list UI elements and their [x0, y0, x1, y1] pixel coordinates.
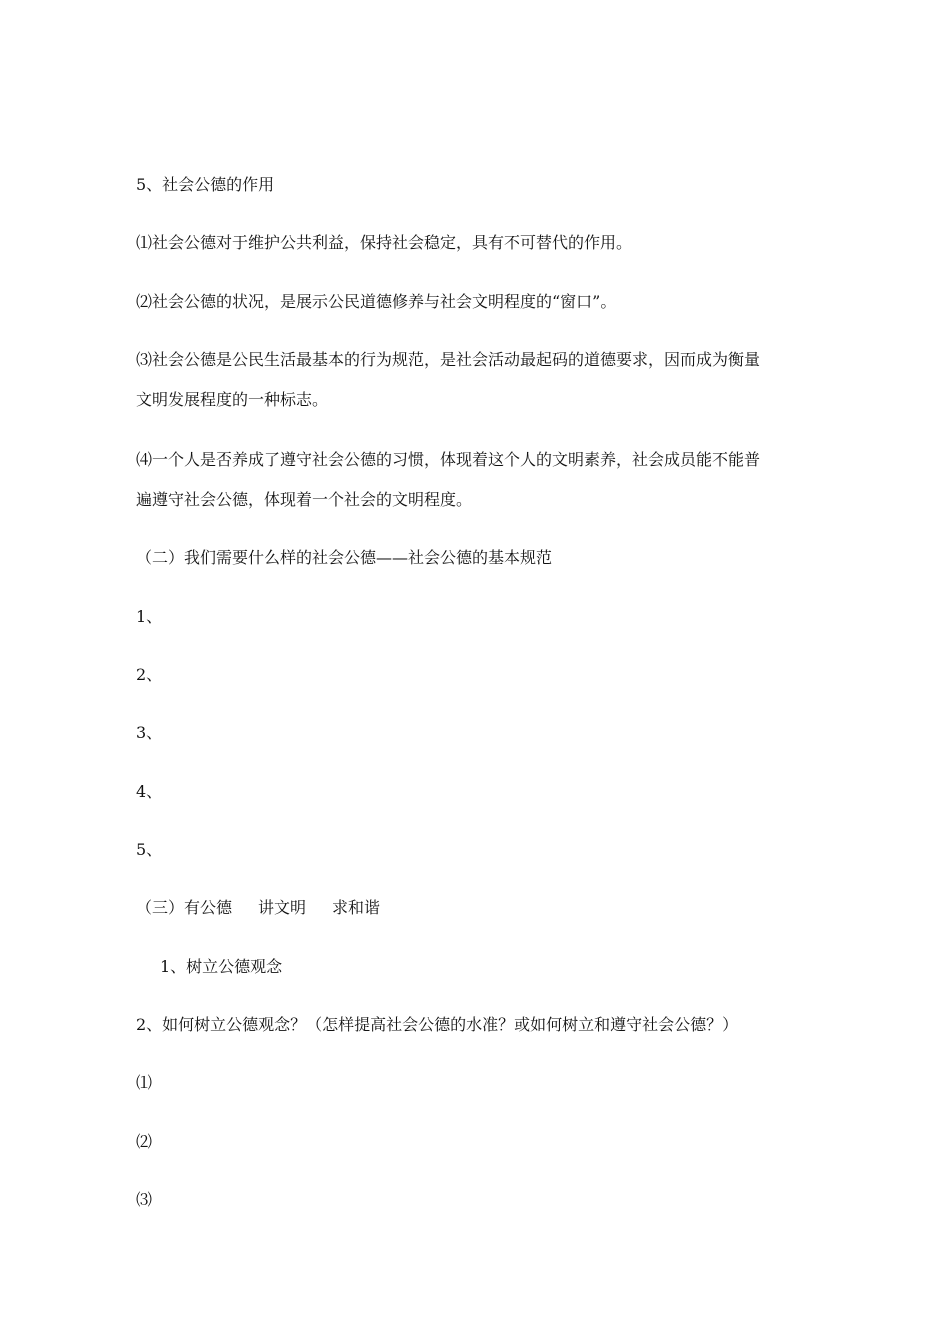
answer-item-1: ⑴: [136, 1073, 153, 1092]
sub-item-2: 2、如何树立公德观念？（怎样提高社会公德的水准？或如何树立和遵守社会公德？）: [136, 1015, 739, 1034]
paragraph-item-1: ⑴社会公德对于维护公共利益，保持社会稳定，具有不可替代的作用。: [136, 233, 633, 252]
part-3-heading-b: 讲文明: [258, 898, 307, 917]
paragraph-item-4-line-1: ⑷一个人是否养成了遵守社会公德的习惯，体现着这个人的文明素养，社会成员能不能普: [136, 450, 761, 469]
part-3-heading-c: 求和谐: [332, 898, 381, 917]
part-3-heading: [136, 898, 380, 918]
blank-item-3: 3、: [136, 723, 163, 742]
paragraph-item-3-line-1: ⑶社会公德是公民生活最基本的行为规范，是社会活动最起码的道德要求，因而成为衡量: [136, 350, 761, 369]
answer-item-3: ⑶: [136, 1190, 153, 1209]
part-3-heading-a: （三）有公德: [136, 898, 233, 917]
paragraph-item-4-line-2: 遍遵守社会公德，体现着一个社会的文明程度。: [136, 490, 473, 509]
paragraph-item-2: ⑵社会公德的状况，是展示公民道德修养与社会文明程度的“窗口”。: [136, 292, 617, 311]
section-5-title: 5、社会公德的作用: [136, 175, 275, 194]
part-2-heading: （二）我们需要什么样的社会公德——社会公德的基本规范: [136, 548, 553, 567]
answer-item-2: ⑵: [136, 1132, 153, 1151]
blank-item-2: 2、: [136, 665, 163, 684]
paragraph-item-3-line-2: 文明发展程度的一种标志。: [136, 390, 329, 409]
sub-item-1: 1、树立公德观念: [160, 957, 283, 976]
blank-item-5: 5、: [136, 840, 163, 859]
blank-item-1: 1、: [136, 607, 163, 626]
blank-item-4: 4、: [136, 782, 163, 801]
